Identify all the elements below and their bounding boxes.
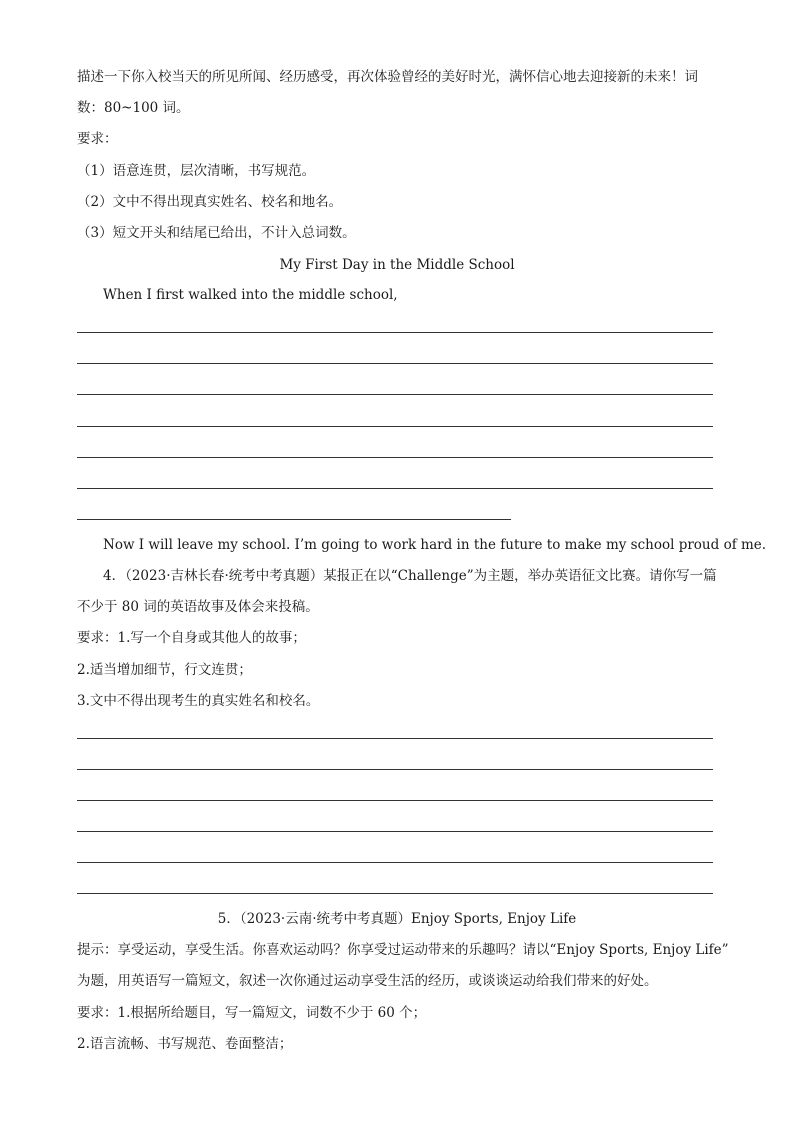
writing-line xyxy=(77,893,713,894)
writing-line xyxy=(77,488,713,489)
question-4-line-1: 4．（2023·吉林长春·统考中考真题）某报正在以“Challenge”为主题，举办英语征文比赛。请你写一篇 xyxy=(103,568,717,584)
writing-line xyxy=(77,831,713,832)
writing-line xyxy=(77,769,713,770)
intro-line-1: 描述一下你入校当天的所见所闻、经历感受，再次体验曾经的美好时光，满怀信心地去迎接新的未来！词 xyxy=(77,69,698,85)
question-4-line-2: 不少于 80 词的英语故事及体会来投稿。 xyxy=(77,599,319,615)
question-5-hint-line-2: 为题，用英语写一篇短文，叙述一次你通过运动享受生活的经历，或谈谈运动给我们带来的好处。 xyxy=(77,973,658,989)
question-5-requirement-1: 要求：1.根据所给题目，写一篇短文，词数不少于 60 个； xyxy=(77,1005,427,1021)
question-5-requirement-2: 2.语言流畅、书写规范、卷面整洁； xyxy=(77,1036,293,1052)
question-5-heading: 5．（2023·云南·统考中考真题）Enjoy Sports, Enjoy Life xyxy=(217,911,577,927)
writing-line xyxy=(77,738,713,739)
writing-line xyxy=(77,363,713,364)
intro-line-2: 数：80~100 词。 xyxy=(77,100,190,116)
essay-ending: Now I will leave my school. I’m going to work hard in the future to make my school proud of me. xyxy=(103,537,767,553)
question-4-requirement-3: 3.文中不得出现考生的真实姓名和校名。 xyxy=(77,693,320,709)
requirements-heading: 要求： xyxy=(77,131,118,147)
requirement-3: （3）短文开头和结尾已给出，不计入总词数。 xyxy=(77,225,356,241)
writing-line xyxy=(77,394,713,395)
essay-opening: When I first walked into the middle school, xyxy=(103,287,398,303)
writing-line-short xyxy=(77,519,511,520)
writing-line xyxy=(77,800,713,801)
question-5-hint-line-1: 提示：享受运动，享受生活。你喜欢运动吗？你享受过运动带来的乐趣吗？请以“Enjoy Sports, Enjoy Life” xyxy=(77,942,729,958)
essay-title: My First Day in the Middle School xyxy=(279,257,515,273)
writing-line xyxy=(77,426,713,427)
question-4-requirement-2: 2.适当增加细节，行文连贯； xyxy=(77,662,252,678)
writing-line xyxy=(77,862,713,863)
requirement-1: （1）语意连贯，层次清晰，书写规范。 xyxy=(77,163,316,179)
question-4-requirement-1: 要求：1.写一个自身或其他人的故事； xyxy=(77,630,306,646)
writing-line xyxy=(77,332,713,333)
requirement-2: （2）文中不得出现真实姓名、校名和地名。 xyxy=(77,194,343,210)
writing-line xyxy=(77,457,713,458)
